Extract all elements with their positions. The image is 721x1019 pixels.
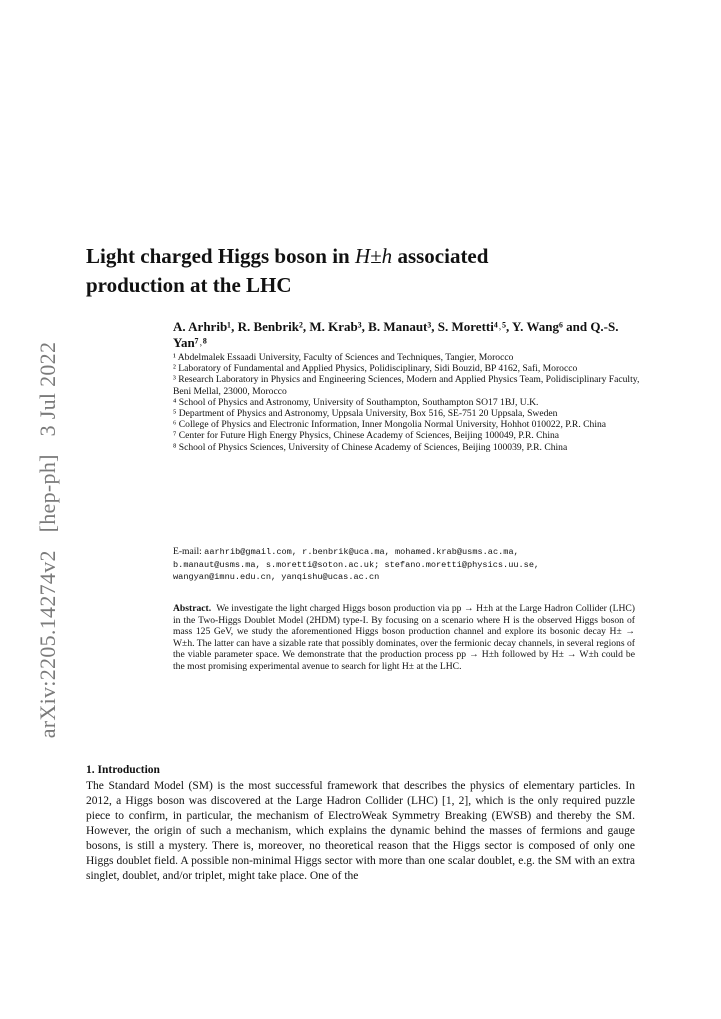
email-block (173, 546, 643, 584)
arxiv-sidebar-stamp (35, 336, 61, 745)
arxiv-id: arXiv:2205.14274v2 (35, 550, 60, 739)
email-line-2[interactable]: b.manaut@usms.ma, s.moretti@soton.ac.uk; stefano.moretti@physics.uu.se, (173, 559, 540, 570)
email-label: E-mail: (173, 546, 205, 557)
paper-title (86, 242, 646, 300)
title-math: H±h (354, 244, 393, 268)
title-prefix: Light charged Higgs boson in (86, 244, 355, 268)
affiliation-item: ² Laboratory of Fundamental and Applied Physics, Polidisciplinary, Sidi Bouzid, BP 4162, Safi, Morocco (173, 363, 578, 375)
arxiv-category: [hep-ph] (35, 454, 60, 533)
affiliation-item: ¹ Abdelmalek Essaadi University, Faculty of Sciences and Techniques, Tangier, Morocco (173, 352, 514, 363)
abstract-text: We investigate the light charged Higgs boson production via pp → H±h at the Large Hadron Collider (LHC) in the Two-Higgs Doublet Model (2HDM) type-I. By focusing on a scenario where H is the observed Higgs boson of mass 125 GeV, we study the aforementioned Higgs boson production channel and explore its bosonic decay H± → W±h. The latter can have a sizable rate that possibly dominates, over the fermionic decay channels, in several regions of the viable parameter space. We demonstrate that the production process pp → H±h followed by H± → W±h could be the most promising experimental avenue to search for light H± at the LHC. (173, 603, 636, 672)
email-line-1[interactable]: aarhrib@gmail.com, r.benbrik@uca.ma, mohamed.krab@usms.ac.ma, (204, 547, 519, 557)
abstract-label: Abstract. (173, 603, 212, 614)
affiliation-item: ⁵ Department of Physics and Astronomy, Uppsala University, Box 516, SE-751 20 Uppsala, Sweden (173, 408, 558, 420)
author-list: A. Arhrib¹, R. Benbrik², M. Krab³, B. Manaut³, S. Moretti⁴˒⁵, Y. Wang⁶ and Q.-S. Yan⁷˒⁸ (173, 319, 619, 350)
email-line-3[interactable]: wangyan@imnu.edu.cn, yanqishu@ucas.ac.cn (173, 572, 380, 582)
title-line2: production at the LHC (86, 273, 292, 297)
affiliation-item: ⁸ School of Physics Sciences, University of Chinese Academy of Sciences, Beijing 100039, P.R. China (173, 441, 568, 453)
section-heading-introduction: 1. Introduction (86, 764, 160, 776)
introduction-paragraph: The Standard Model (SM) is the most successful framework that describes the physics of elementary particles. In 2012, a Higgs boson was discovered at the Large Hadron Collider (LHC) [1, 2], which is the only required puzzle piece to confirm, in particular, the mechanism of ElectroWeak Symmetry Breaking (EWSB) and thereby the SM. However, the origin of such a mechanism, which explains the dynamic behind the masses of fermions and gauge bosons, is still a mystery. There is, moreover, no theoretical reason that the Higgs sector is composed of only one Higgs doublet field. A possible non-minimal Higgs sector with more than one scalar doublet, e.g. the SM with an extra singlet, doublet, and/or triplet, might take place. One of the (86, 780, 635, 882)
affiliation-item: ⁴ School of Physics and Astronomy, University of Southampton, Southampton SO17 1BJ, U.K. (173, 396, 539, 408)
arxiv-date: 3 Jul 2022 (35, 341, 60, 437)
title-suffix: associated (392, 244, 489, 268)
affiliation-item: ⁷ Center for Future High Energy Physics, Chinese Academy of Sciences, Beijing 100049, P.R. China (173, 430, 560, 442)
affiliation-item: ⁶ College of Physics and Electronic Information, Inner Mongolia Normal University, Hohhot 010022, P.R. China (173, 419, 607, 431)
abstract (173, 603, 635, 672)
affiliation-list (173, 352, 643, 453)
affiliation-item: ³ Research Laboratory in Physics and Engineering Sciences, Modern and Applied Physics Team, Polidisciplinary Faculty, Beni Mellal, 23000, Morocco (173, 374, 640, 397)
